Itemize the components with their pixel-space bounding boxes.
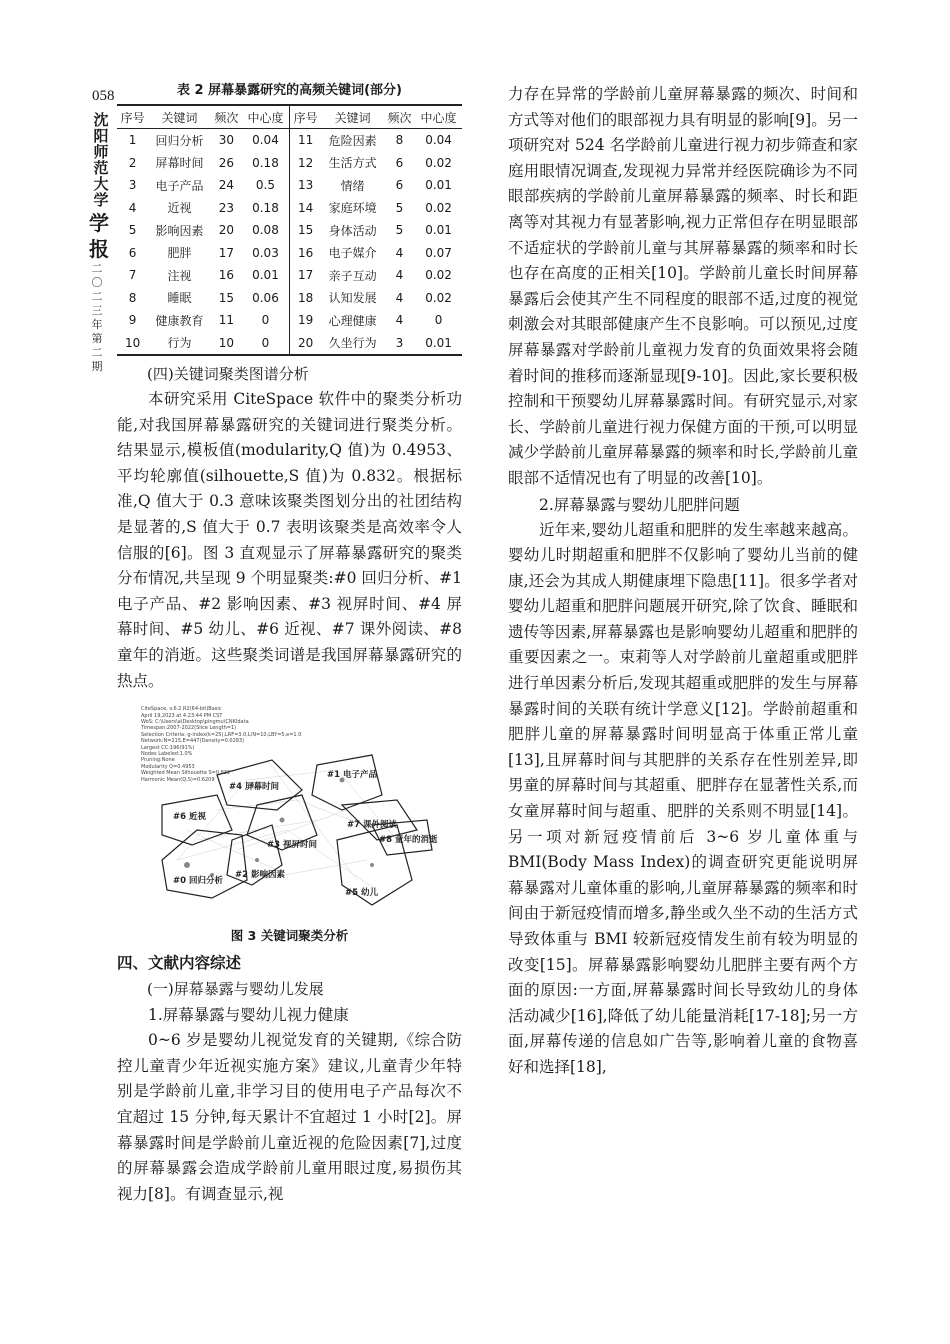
table-cell: 19 [289,309,321,332]
table-cell: 16 [218,268,234,283]
table-cell: 0.02 [425,200,452,215]
table-cell: 4 [395,245,404,260]
journal-big-chars [88,208,110,264]
table-cell: 10 [211,332,242,356]
table-cell: 电子媒介 [328,246,377,261]
figure-caption: 图 3 关键词聚类分析 [230,928,349,944]
citespace-metadata [141,706,301,783]
table-cell: 16 [289,242,321,265]
meta-line: Pruning:None [141,757,175,764]
meta-line: April 19,2023 at 4:23:44 PM CST [141,712,223,719]
table-cell: 0.5 [255,178,276,193]
paragraph-cluster: 本研究采用 CiteSpace 软件中的聚类分析功能,对我国屏幕暴露研究的关键词进行聚类分析。结果显示,模板值(modularity,Q 值)为 0.4953、平均轮廓值(silhouette,S 值)为 0.832。根据标准,Q 值大于 0.3 意味该聚类图划分出的社团结构是显著的,S 值大于 0.7 表明该聚类是高效率令人信服的[6]。图 3 直观显示了屏幕暴露研究的聚类分布情况,共呈现 9 个明显聚类:#0 回归分析、#1 电子产品、#2 影响因素、#3 视屏时间、#4 屏幕时间、#5 幼儿、#6 近视、#7 课外阅读、#8 童年的消逝。这些聚类词谱是我国屏幕暴露研究的热点。 [117,390,462,690]
table-header: 关键词 [321,105,383,129]
table-cell: 7 [128,268,137,283]
table-cell: 亲子互动 [328,268,377,283]
table-cell: 8 [395,133,404,148]
journal-char: 沈 [93,111,109,129]
journal-big-char: 学 [89,211,109,235]
table-cell: 肥胖 [167,246,192,261]
table-cell: 13 [289,174,321,197]
table-header: 中心度 [415,105,462,129]
table-cell: 0.02 [425,290,452,305]
table-row [117,242,462,265]
table-cell: 26 [218,155,234,170]
left-column [117,82,462,1207]
table-cell: 18 [289,287,321,310]
table-cell: 0.01 [425,178,452,193]
table-cell: 4 [395,268,404,283]
meta-line: Modularity Q=0.4953 [141,763,195,770]
table-cell: 0.01 [415,332,462,356]
table-cell: 4 [395,313,404,328]
table-cell: 17 [218,245,234,260]
table-cell: 4 [128,200,137,215]
issue-char: 〇 [91,276,103,289]
table-cell: 20 [289,332,321,356]
table-cell: 危险因素 [328,133,377,148]
issue-char: 期 [91,360,103,373]
subsection-heading-1-1: 1.屏幕暴露与婴幼儿视力健康 [148,1006,349,1025]
table-body [117,129,462,356]
table-cell: 回归分析 [155,133,204,148]
meta-line: Harmonic Mean(Q,S)=0.6209 [141,776,215,783]
paragraph-vision-cont: 力存在异常的学龄前儿童屏幕暴露的频次、时间和方式等对他们的眼部视力具有明显的影响[9]。另一项研究对 524 名学龄前儿童进行视力初步筛查和家庭用眼情况调查,发现视力异常并经医院确诊为不同眼部疾病的学龄前儿童屏幕暴露的频率、时长和距离等对其视力有显著影响,视力正常但存在明显眼部不适症状的学龄前儿童与其屏幕暴露的频率和时长也存在高度的正相关[10]。学龄前儿童长时间屏幕暴露后会使其产生不同程度的眼部不适,过度的视觉刺激会对其眼部健康产生不良影响。可以预见,过度屏幕暴露对学龄前儿童视力发育的负面效果将会随着时间的推移而逐渐显现[9-10]。因此,家长要积极控制和干预婴幼儿屏幕暴露时间。有研究显示,对家长、学龄前儿童进行视力保健方面的干预,可以明显减少学龄前儿童屏幕暴露的频率和时长,学龄前儿童眼部不适情况也有了明显的改善[10]。 [508,85,858,487]
meta-line: WoS: C:\Users\a\Desktop\pingmu\CNKIdata [141,718,249,725]
meta-line: Network:N=215,E=447(Density=0.0283) [141,738,245,745]
table-cell: 2 [128,155,137,170]
table-cell: 情绪 [340,178,365,193]
table-row [117,174,462,197]
table-cell: 30 [218,133,234,148]
table-cell: 14 [289,197,321,220]
table-cell: 10 [117,332,148,356]
table-cell: 15 [218,290,234,305]
table-cell: 行为 [148,332,210,356]
table-cell: 0.01 [252,268,279,283]
subsection-heading-2: 2.屏幕暴露与婴幼儿肥胖问题 [539,495,740,514]
table-cell: 家庭环境 [328,201,377,216]
table-cell: 24 [218,178,234,193]
meta-line: Selection Criteria: g-index(k=25),LRF=3.0,L/N=10,LBY=5,e=1.0 [141,731,302,738]
table-cell: 注视 [167,268,192,283]
table-cell: 20 [218,223,234,238]
subsection-heading-1: (一)屏幕暴露与婴幼儿发展 [147,980,324,999]
table-cell: 8 [128,290,137,305]
table-cell: 5 [128,223,137,238]
cluster-label-4: #4 屏幕时间 [229,782,279,793]
table-cell: 健康教育 [155,313,204,328]
table-cell: 电子产品 [155,178,204,193]
journal-char: 师 [93,143,109,161]
table-header: 序号 [117,105,148,129]
table-row [117,152,462,175]
table-cell: 5 [395,200,404,215]
table-cell: 3 [384,332,415,356]
cluster-figure [117,700,462,920]
cluster-label-1: #1 电子产品 [327,770,377,781]
meta-line: Timespan:2007-2022(Slice Length=1) [141,725,237,732]
table-header-row [117,105,462,129]
issue-char: 第 [91,332,103,345]
meta-line: Weighted Mean Silhouette S=0.832 [141,770,231,777]
table-cell: 4 [395,290,404,305]
table-header: 关键词 [148,105,210,129]
page-number: 058 [92,88,115,104]
journal-char: 范 [93,159,109,177]
table-cell: 影响因素 [155,223,204,238]
table-cell: 0.04 [425,133,452,148]
table-cell: 12 [289,152,321,175]
table-cell: 0.01 [425,223,452,238]
section-heading-cluster: (四)关键词聚类图谱分析 [147,365,309,383]
cluster-label-8: #8 童年的消逝 [379,835,438,846]
keyword-table [117,104,462,356]
table-cell: 9 [128,313,137,328]
issue-char: 年 [91,318,103,331]
table-cell: 0.18 [252,155,279,170]
cluster-label-3: #3 视屏时间 [267,840,317,851]
table-header: 序号 [289,105,321,129]
section-heading-4: 四、文献内容综述 [117,954,242,973]
table-cell: 身体活动 [328,223,377,238]
paragraph-obesity: 近年来,婴幼儿超重和肥胖的发生率越来越高。婴幼儿时期超重和肥胖不仅影响了婴幼儿当前的健康,还会为其成人期健康埋下隐患[11]。很多学者对婴幼儿超重和肥胖问题展开研究,除了饮食、睡眠和遗传等因素,屏幕暴露也是影响婴幼儿超重和肥胖的重要因素之一。束莉等人对学龄前儿童超重或肥胖进行单因素分析后,发现其超重或肥胖的发生与屏幕暴露时间的关联有统计学意义[12]。学龄前超重和肥胖儿童的屏幕暴露时间明显高于体重正常儿童[13],且屏幕时间与其肥胖的关系存在性别差异,即男童的屏幕时间与其超重、肥胖存在显著性关系,而女童屏幕时间与超重、肥胖的关系则不明显[14]。另一项对新冠疫情前后 3~6 岁儿童体重与 BMI(Body Mass Index)的调查研究更能说明屏幕暴露对儿童体重的影响,儿童屏幕暴露的频率和时间由于新冠疫情而增多,静坐或久坐不动的生活方式导致体重与 BMI 较新冠疫情发生前有较为明显的改变[15]。屏幕暴露影响婴幼儿肥胖主要有两个方面的原因:一方面,屏幕暴露时间长导致幼儿的身体活动减少[16],降低了幼儿能量消耗[17-18];另一方面,屏幕传递的信息如广告等,影响着儿童的食物喜好和选择[18], [508,520,858,1076]
table-cell: 0.04 [252,133,279,148]
paragraph-vision: 0~6 岁是婴幼儿视觉发育的关键期,《综合防控儿童青少年近视实施方案》建议,儿童青少年特别是学龄前儿童,非学习目的使用电子产品每次不宜超过 15 分钟,每天累计不宜超过 1 小时[2]。屏幕暴露时间是学龄前儿童近视的危险因素[7],过度的屏幕暴露会造成学龄前儿童用眼过度,易损伤其视力[8]。有调查显示,视 [117,1031,462,1203]
table-header: 频次 [384,105,415,129]
issue-char: 二 [91,290,103,303]
journal-char: 学 [93,191,109,209]
table-cell: 认知发展 [328,291,377,306]
table-row [117,129,462,152]
meta-line: CiteSpace, v.6.2.R2(64-bit)Basic [141,706,222,713]
table-cell: 0.06 [252,290,279,305]
table-row [117,264,462,287]
table-cell: 3 [128,178,137,193]
table-cell: 11 [218,313,234,328]
table-cell: 0.03 [252,245,279,260]
table-row [117,309,462,332]
issue-char: 二 [91,262,103,275]
table-cell: 心理健康 [328,313,377,328]
table-row [117,197,462,220]
table-cell: 1 [128,133,137,148]
table-cell: 久坐行为 [321,332,383,356]
cluster-label-7: #7 课外阅读 [347,820,397,831]
table-row [117,219,462,242]
cluster-label-6: #6 近视 [173,812,206,823]
table-cell: 0 [434,313,443,328]
table-cell: 0 [242,332,290,356]
table-row [117,287,462,310]
table-cell: 0.07 [425,245,452,260]
meta-line: Largest CC:196(91%) [141,744,195,751]
table-cell: 屏幕时间 [155,156,204,171]
table-cell: 0.02 [425,268,452,283]
table-cell: 23 [218,200,234,215]
table-header: 频次 [211,105,242,129]
issue-vertical [90,262,104,374]
issue-char: 二 [91,346,103,359]
table-cell: 近视 [167,201,192,216]
journal-char: 大 [93,175,109,193]
table-cell: 5 [395,223,404,238]
meta-line: Nodes Labeled:1.0% [141,750,193,757]
table-cell: 6 [128,245,137,260]
table-title: 表 2 屏幕暴露研究的高频关键词(部分) [177,83,402,98]
table-cell: 睡眠 [167,291,192,306]
cluster-label-5: #5 幼儿 [345,888,378,899]
table-cell: 11 [289,129,321,152]
cluster-label-2: #2 影响因素 [235,870,285,881]
table-cell: 0 [261,313,270,328]
table-cell: 17 [289,264,321,287]
table-cell: 15 [289,219,321,242]
table-cell: 6 [395,155,404,170]
journal-name-vertical [92,112,110,208]
table-cell: 生活方式 [328,156,377,171]
table-cell: 6 [395,178,404,193]
table-row [117,332,462,356]
table-cell: 0.18 [252,200,279,215]
table-cell: 0.08 [252,223,279,238]
journal-char: 阳 [93,127,109,145]
cluster-label-0: #0 回归分析 [173,876,223,887]
issue-char: 三 [91,304,103,317]
right-column [508,82,858,1081]
table-header: 中心度 [242,105,290,129]
journal-big-char: 报 [89,237,109,261]
table-cell: 0.02 [425,155,452,170]
